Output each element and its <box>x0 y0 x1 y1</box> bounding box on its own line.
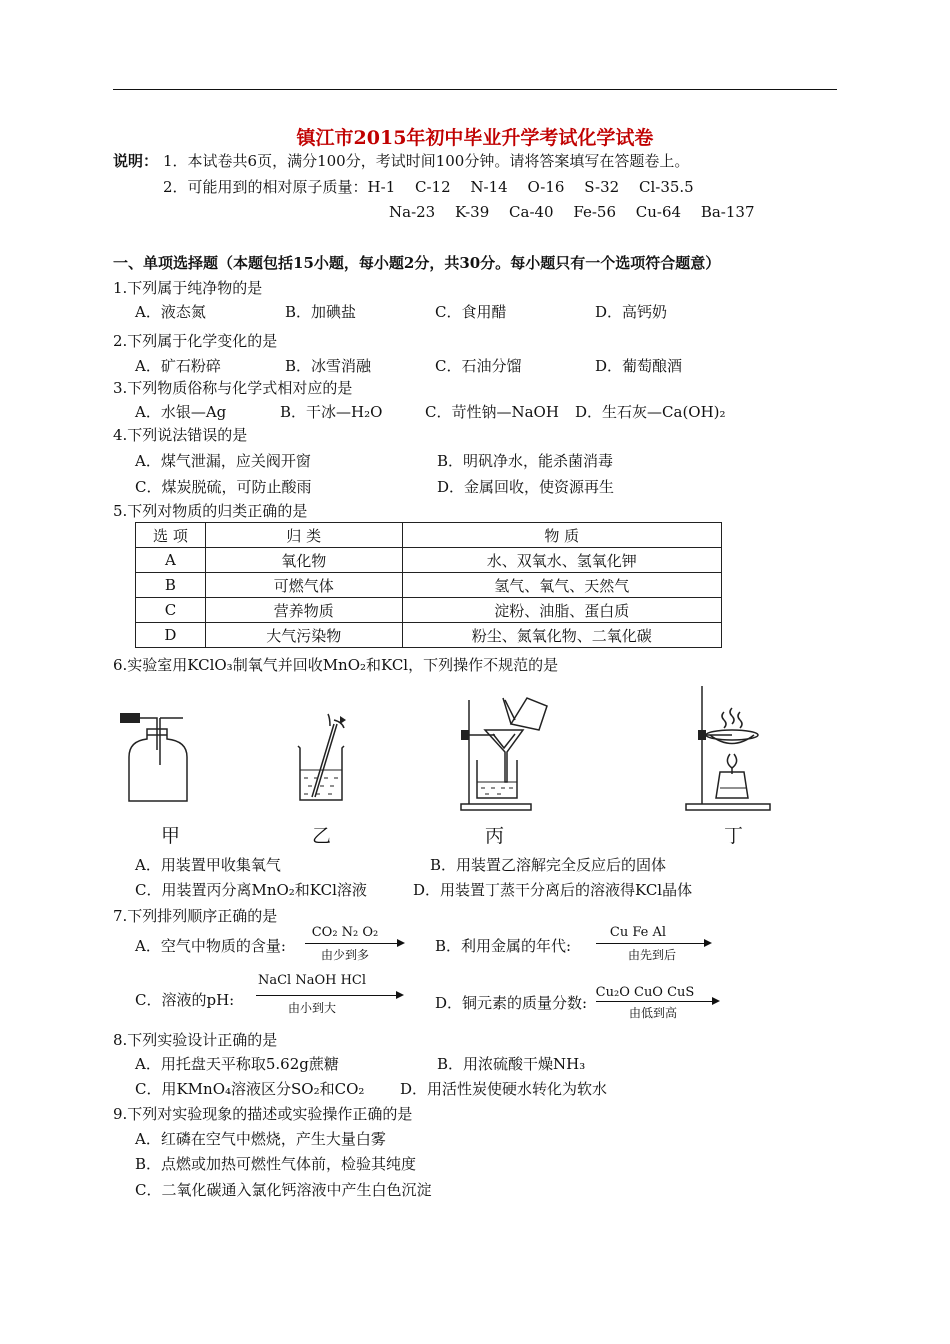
option-d: D．用装置丁蒸干分离后的溶液得KCl晶体 <box>413 881 693 899</box>
option-b: B．冰雪消融 <box>285 357 372 375</box>
option-c: C．食用醋 <box>435 303 507 321</box>
header-rule <box>113 89 837 90</box>
order-arrow <box>256 995 398 996</box>
apparatus-label-yi: 乙 <box>312 825 332 847</box>
table-row <box>136 623 722 648</box>
apparatus-label-bing: 丙 <box>485 825 505 847</box>
notes-line-1: 1．本试卷共6页，满分100分，考试时间100分钟。请将答案填写在答题卷上。 <box>163 152 690 170</box>
option-c: C．苛性钠—NaOH <box>425 403 559 421</box>
question-stem: 5.下列对物质的归类正确的是 <box>113 502 308 520</box>
question-stem: 8.下列实验设计正确的是 <box>113 1031 278 1049</box>
table-cell: 大气污染物 <box>205 623 402 648</box>
arrow-head-icon <box>712 997 720 1005</box>
page-title: 镇江市2015年初中毕业升学考试化学试卷 <box>296 127 654 149</box>
table-cell: 粉尘、氮氧化物、二氧化碳 <box>402 623 721 648</box>
table-row <box>136 573 722 598</box>
option-c: C．溶液的pH: <box>135 991 235 1009</box>
table-cell: 营养物质 <box>205 598 402 623</box>
classification-table <box>135 522 722 648</box>
arrow-bottom-label: 由少到多 <box>320 948 369 962</box>
arrow-head-icon <box>704 939 712 947</box>
table-cell: 氢气、氧气、天然气 <box>402 573 721 598</box>
option-a: A．用托盘天平称取5.62g蔗糖 <box>135 1055 339 1073</box>
option-c: C．石油分馏 <box>435 357 522 375</box>
table-row <box>136 598 722 623</box>
option-a: A．红磷在空气中燃烧，产生大量白雾 <box>135 1130 386 1148</box>
notes-label: 说明： <box>113 152 159 170</box>
option-d: D．生石灰—Ca(OH)₂ <box>575 403 726 421</box>
option-c: C．用装置丙分离MnO₂和KCl溶液 <box>135 881 367 899</box>
option-d: D．高钙奶 <box>595 303 668 321</box>
option-a: A．水银—Ag <box>135 403 227 421</box>
option-a: A．煤气泄漏，应关阀开窗 <box>135 452 311 470</box>
option-b: B．点燃或加热可燃性气体前，检验其纯度 <box>135 1155 417 1173</box>
evaporation-apparatus <box>680 680 775 815</box>
filtration-apparatus <box>455 690 555 815</box>
arrow-head-icon <box>397 939 405 947</box>
option-b: B．干冰—H₂O <box>280 403 383 421</box>
arrow-bottom-label: 由低到高 <box>628 1006 677 1020</box>
notes-line-2: 2．可能用到的相对原子质量：H-1 C-12 N-14 O-16 S-32 Cl-35.5 <box>163 178 694 196</box>
option-b: B．利用金属的年代: <box>435 937 572 955</box>
table-cell: 可燃气体 <box>205 573 402 598</box>
gas-bottle-apparatus <box>115 705 200 810</box>
table-cell: A <box>136 548 206 573</box>
arrow-bottom-label: 由先到后 <box>627 948 676 962</box>
option-c: C．二氧化碳通入氯化钙溶液中产生白色沉淀 <box>135 1181 432 1199</box>
arrow-top-label: NaCl NaOH HCl <box>257 973 367 988</box>
question-stem: 3.下列物质俗称与化学式相对应的是 <box>113 379 353 397</box>
table-header-cell: 归 类 <box>205 523 402 548</box>
option-a: A．液态氮 <box>135 303 206 321</box>
table-cell: 氧化物 <box>205 548 402 573</box>
table-cell: 水、双氧水、氢氧化钾 <box>402 548 721 573</box>
table-cell: D <box>136 623 206 648</box>
option-a: A．空气中物质的含量: <box>135 937 286 955</box>
option-b: B．明矾净水，能杀菌消毒 <box>437 452 614 470</box>
option-b: B．用浓硫酸干燥NH₃ <box>437 1055 586 1073</box>
arrow-bottom-label: 由小到大 <box>287 1001 336 1015</box>
question-stem: 7.下列排列顺序正确的是 <box>113 907 278 925</box>
table-cell: B <box>136 573 206 598</box>
order-arrow <box>596 943 706 944</box>
option-b: B．用装置乙溶解完全反应后的固体 <box>430 856 667 874</box>
table-header-cell: 物 质 <box>402 523 721 548</box>
option-b: B．加碘盐 <box>285 303 357 321</box>
arrow-head-icon <box>396 991 404 999</box>
question-stem: 1.下列属于纯净物的是 <box>113 279 263 297</box>
table-cell: 淀粉、油脂、蛋白质 <box>402 598 721 623</box>
option-d: D．金属回收，使资源再生 <box>437 478 615 496</box>
question-stem: 4.下列说法错误的是 <box>113 426 248 444</box>
option-d: D．铜元素的质量分数: <box>435 994 588 1012</box>
option-c: C．用KMnO₄溶液区分SO₂和CO₂ <box>135 1080 365 1098</box>
arrow-top-label: Cu Fe Al <box>609 925 667 940</box>
notes-line-3: Na-23 K-39 Ca-40 Fe-56 Cu-64 Ba-137 <box>389 203 755 221</box>
option-a: A．矿石粉碎 <box>135 357 221 375</box>
table-header-cell: 选 项 <box>136 523 206 548</box>
option-a: A．用装置甲收集氧气 <box>135 856 281 874</box>
section-heading: 一、单项选择题（本题包括15小题，每小题2分，共30分。每小题只有一个选项符合题意） <box>113 254 721 272</box>
table-header-row <box>136 523 722 548</box>
arrow-top-label: CO₂ N₂ O₂ <box>311 925 379 940</box>
order-arrow <box>596 1001 714 1002</box>
question-stem: 9.下列对实验现象的描述或实验操作正确的是 <box>113 1105 413 1123</box>
question-stem: 2.下列属于化学变化的是 <box>113 332 278 350</box>
option-d: D．葡萄酿酒 <box>595 357 683 375</box>
apparatus-label-ding: 丁 <box>724 825 744 847</box>
table-row <box>136 548 722 573</box>
option-c: C．煤炭脱硫，可防止酸雨 <box>135 478 312 496</box>
question-stem: 6.实验室用KClO₃制氧气并回收MnO₂和KCl，下列操作不规范的是 <box>113 656 559 674</box>
beaker-apparatus <box>290 712 355 812</box>
order-arrow <box>305 943 399 944</box>
option-d: D．用活性炭使硬水转化为软水 <box>400 1080 608 1098</box>
apparatus-label-jia: 甲 <box>161 825 181 847</box>
arrow-top-label: Cu₂O CuO CuS <box>595 985 695 1000</box>
table-cell: C <box>136 598 206 623</box>
